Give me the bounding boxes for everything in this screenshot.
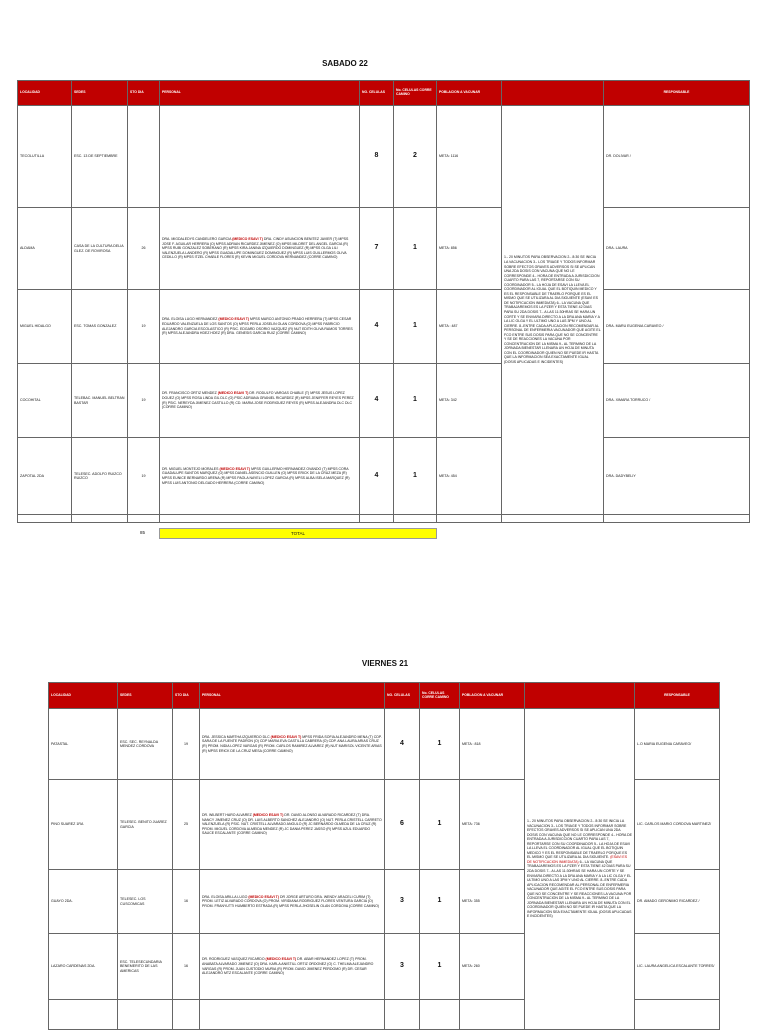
localidad-cell <box>49 1000 118 1030</box>
celulas-cell: 8 <box>360 106 394 208</box>
table-row <box>18 364 750 438</box>
localidad-cell: ZAPOTAL 2DA <box>18 438 72 515</box>
localidad-cell: GUAYO 2DA. <box>49 870 118 934</box>
meta-cell: META: 342 <box>437 364 502 438</box>
personal-cell: DR. WILBERT HARO ALVAREZ (MEDICO ESAVI T) DR. DAVID ALONSO ALVARADO RICARDEZ (T) DRA. NANCY JIMENEZ CRUZ (O) DR. LUIS ALBERTO SANCHEZ ALEJANDRO (O) NUT. PERLA CRISTELL CARRETO VALENZUELA (R) PSIC. NUT. CRISTELL ALVARADO ANGULO (R) JC BERNARDO OLMEDA DE LA CRUZ (R) PROM. MIGUEL CORDOVA ALMEIDA MENDEZ (R) JC DANIA PEREZ JASSO (R) MPSS AZUL EDUARDO SAUCE ESCALANTE (CORRE CAMINO) <box>200 780 385 870</box>
responsable-cell: L.O MARIA EUGENIA CARAVEO/ <box>635 709 720 780</box>
sede-cell <box>118 1000 173 1030</box>
localidad-cell: ALDAMA <box>18 208 72 290</box>
instructions-text-2: 6.- LA VACUNA QUE TRABAJAREMOS ES LA PZER Y ESTA TIENE 42 DIAS PARA SU 2DA DOSIS 7.- A LAS 11:30HRAS SE HARA UN CORTE Y SE ENVIARA DIRECTO A LA DRA ANA MARIA Y A LA LIC OLGA Y EL ULTIMO UNO A LAS 3PM Y UNO AL CIERRE. 8.-ENTRE CADA APLICACION RECOMENDAR AL PERSONAL DE ENFERMERIA VACUNADOR QUE AGITE EL FCO ENTRE SUS DOSIS PARA QUE NO SE CONCENTRE Y SE REACCIONES LA VACUNA POR CONCENTRACION DE LA MISMA 9.- AL TERMINO DE LA JORNADA BIENESTAR LLENARA UN HOJA DE MINUTA CON EL COORDINADOR QUIEN NO SE PUEDE IR HASTA QUE LA INFORMACION SEA EXACTAMENTE IGUAL (DOSIS APLICADAS E INCIDENTES) <box>527 859 632 919</box>
localidad-cell: LAZARO CARDENAS 2DA. <box>49 934 118 1000</box>
meta-cell: META: 1116 <box>437 106 502 208</box>
corre-cell: 1 <box>420 780 460 870</box>
sat-title: SABADO 22 <box>322 59 368 68</box>
instructions-cell <box>525 709 635 1030</box>
responsable-cell: DR. AMADO GERONIMO RICARDEZ / <box>635 870 720 934</box>
dia-cell <box>173 1000 200 1030</box>
corre-cell: 2 <box>394 106 437 208</box>
dia-cell: 19 <box>128 364 160 438</box>
medico-esavi-tag: (MEDICO ESAVI T) <box>248 894 279 899</box>
responsable-cell: DRA. LAURA <box>604 208 750 290</box>
localidad-cell: COCOHITAL <box>18 364 72 438</box>
meta-cell: META: 856 <box>437 208 502 290</box>
meta-cell: META: 355 <box>460 870 525 934</box>
corre-cell: 1 <box>394 290 437 364</box>
col-personal: PERSONAL <box>200 683 385 709</box>
col-localidad: LOCALIDAD <box>18 81 72 106</box>
col-sto-dia: STO DIA <box>173 683 200 709</box>
dia-cell: 19 <box>128 290 160 364</box>
meta-cell: META: 454 <box>437 438 502 515</box>
sede-cell: ESC. TOMAS GONZALEZ <box>72 290 128 364</box>
responsable-cell: LIC. LAURA ANGELICA ESCALANTE TORRES/ <box>635 934 720 1000</box>
spacer-row <box>18 515 750 523</box>
responsable-cell <box>635 1000 720 1030</box>
corre-cell <box>420 1000 460 1030</box>
personal-cell <box>200 1000 385 1030</box>
col-celulas: NO. CELULAS <box>385 683 420 709</box>
medico-esavi-tag: (MEDICO ESAVI T) <box>270 734 302 739</box>
col-celulas: NO. CELULAS <box>360 81 394 106</box>
medico-esavi-tag: (MEDICO ESAVI T) <box>219 466 251 471</box>
sede-cell: TELEBAC. MANUEL BELTRAN BASTAR <box>72 364 128 438</box>
medico-esavi-tag: (MEDICO ESAVI T) <box>218 317 250 322</box>
corre-cell: 1 <box>420 709 460 780</box>
celulas-cell <box>385 1000 420 1030</box>
corre-cell: 1 <box>394 364 437 438</box>
celulas-cell: 6 <box>385 780 420 870</box>
sede-cell: CASA DE LA CULTURA DELIA GLEZ. DE ROVIROSA <box>72 208 128 290</box>
dia-cell: 26 <box>128 208 160 290</box>
fri-header-row <box>49 683 720 709</box>
sede-cell: TELESEC. BENITO JUAREZ GARCIA <box>118 780 173 870</box>
meta-cell: META: 260 <box>460 934 525 1000</box>
personal-cell: DRA. ELOISA LUGO HERNANDEZ (MEDICO ESAVI T) MPSS MARCO ANTONIO PRADO HERRERA (T) MPSS CESAR EDUARDO VALENZUELA DE LOS SANTOS (O) MPSS PERLA JOSELIN OLAN CORDOVA (O) MPSS FABRICIO ALEJANDRO GARCIA ESCOLASTICO (R) PSIC. EDGARD OSORIO VAZQUEZ (R) NUT EDITH OLIVA RAMOS TORRES (R) MPSS ALEJANDRA HDEZ HDEZ (R) DRA. GENESIS GARCIA RUIZ (CORRE CAMINO) <box>160 290 360 364</box>
sede-cell: ESC. 13 DE SEPTIEMBRE <box>72 106 128 208</box>
celulas-cell: 4 <box>360 438 394 515</box>
fri-table <box>48 682 720 1030</box>
corre-cell: 1 <box>420 934 460 1000</box>
celulas-cell: 3 <box>385 870 420 934</box>
instructions-text: 1.- 20 MINUTOS PARA OBSERVACION 2.- 8:30 SE INICIA LA VACUNACION 3.- LOS TRIAGE Y TODOS INFORMAR SOBRE EFECTOS GRAVES ADVERSOS SI SE APLICAN UNA 2DA DOSIS CON VACUNA QUE NO LE CORRESPONDE 4.- HORA DE ENTRADA A JURISDICCION CUARTO PARA LAS 7, REPORTARSE CON SU COORDINADOR 5.- LA HOJA DE ESAVI LA LLEVA EL COORDINADOR AL IGUAL QUE EL BOTIQUIN MEDICO Y ES EL RESPONSABLE DE TRAERLO PORQUE ES EL MISMO QUE SE UTILIZARA AL DIA SIGUIENTE. <box>527 818 632 860</box>
dia-cell: 16 <box>173 870 200 934</box>
sat-header-row <box>18 81 750 106</box>
dia-cell: 25 <box>173 780 200 870</box>
personal-cell: DR. RODRIGUEZ VASQUEZ RICARDO (MEDICO ESAVI T) DR. ABAR HERNANDEZ LOPEZ (T) PROM. ANABATA ALVARADO JIMENEZ (O) DRA. KARLA ANISTILL ORTIZ ORDONEZ (O) C. THELMA ALEJANDRO VARGAS (R) PROM. JUAN CUSTODIO MURIA (R) PROM. DAVID JIMENEZ PERDOMO (R) DR. CESAR ALEJANDRO MTZ ESCALANTE (CORRE CAMINO) <box>200 934 385 1000</box>
table-row <box>49 709 720 780</box>
medico-esavi-tag: (MEDICO ESAVI T) <box>252 813 284 818</box>
sede-cell: ESC. SEC. REYNALDA MENDEZ CORDOVA <box>118 709 173 780</box>
dia-cell: 19 <box>128 438 160 515</box>
personal-cell: DRA. JESSICA MARTHA IZQUIERDO DLC (MEDICO ESAVI T) MPSS FRIDA SOFIA ALEJANDRO MENA (T) CDP. SARA DE LA FUENTE PADRON (O) CDP MARIA EVA CASTILLA CABRERA (O) CDP. ANA LAURA ARIAS CRUZ (R) PROM. NIDIA LOPEZ VARGAS (R) PROM. CARLOS RAMIREZ ALVAREZ (R) NUT MARISOL VICENTE ARIAS (R) MPSS ERICK DE LA CRUZ MESA (CORRE CAMINO) <box>200 709 385 780</box>
col-notes <box>502 81 604 106</box>
responsable-cell: DR. DOLIVAR / <box>604 106 750 208</box>
sede-cell: TELESEC. LOS CUSCOMICAS <box>118 870 173 934</box>
dia-cell <box>128 106 160 208</box>
meta-cell: META : 487 <box>437 290 502 364</box>
sede-cell: ESC. TELESECUNDARIA BENEMERITO DE LAS AMERICAS <box>118 934 173 1000</box>
celulas-cell: 3 <box>385 934 420 1000</box>
table-row <box>18 208 750 290</box>
celulas-cell: 4 <box>360 290 394 364</box>
col-responsable: RESPONSABLE <box>635 683 720 709</box>
corre-cell: 1 <box>420 870 460 934</box>
sede-cell: TELESEC. ADOLFO RUIZCO RUIZCO <box>72 438 128 515</box>
personal-cell: DRA. MIGDALEDYS CANDELERO GARCIA (MEDICO ESAVI T) DRA. CINDY ASUNCION BENITEZ JAVIER (T) MPSS JOSE F. AGUILAR HERRERA (O) MPSS ADRIAN RICARDEZ JIMENEZ (O) MPSS MILDRET DEL ANGEL GARCIA (R) MPSS RUBI GONZALEZ SOBERANO (R) MPSS KIRA JANINA IZQUIERDO DOMINGUEZ (R) MPSS OLGA LILI VALENZUELA LANDERO (R) MPSS GUADALUPE DOMINGUEZ DOMINGUEZ (R) MPSS LUIS GUILLERMOS OLIVA CEDILLO (R) MPSS ITZEL CHABLE FLORES (R) KEVIN MIGUEL CORDOVA HERNANDEZ (CORRE CAMINO) <box>160 208 360 290</box>
col-personal: PERSONAL <box>160 81 360 106</box>
personal-cell: DR. FRANCISCO ORTIZ MENDEZ (MEDICO ESAVI T) DR. RODULFO VARGAS CHABLE (T) MPSS JESUS LOPEZ DGUEZ (O) MPSS ROSA LINDA GIL DLC (O) PSIC ADRIANA GRANIEL RICARDEZ (R) MPSS JENIFFER REYES PEREZ (R) PSIC. NEREYDA JIMENEZ CASTILLO (R) CD. MARIA JOSE RODRIGUEZ REYES (R) MPSS ALEJANDRA DLC DLC (CORRE CAMINO) <box>160 364 360 438</box>
responsable-cell: DRA. XIMARA TORRUCO / <box>604 364 750 438</box>
personal-cell <box>160 106 360 208</box>
localidad-cell: PATASTAL <box>49 709 118 780</box>
col-poblacion: POBLACION A VACUNAR <box>437 81 502 106</box>
corre-cell: 1 <box>394 208 437 290</box>
col-sedes: SEDES <box>118 683 173 709</box>
responsable-cell: LIC. CARLOS MARIO CORDOVA MARTINEZ/ <box>635 780 720 870</box>
dia-cell: 19 <box>173 709 200 780</box>
table-row <box>18 106 750 208</box>
dia-cell: 16 <box>173 934 200 1000</box>
col-sto-dia: STO DIA <box>128 81 160 106</box>
meta-cell: META : 818 <box>460 709 525 780</box>
instructions-cell: 1.- 20 MINUTOS PARA OBSERVACION 2.- 8:30 SE INICIA LA VACUNACION 3.- LOS TRIAGE Y TODOS INFORMAR SOBRE EFECTOS GRAVES ADVERSOS SI SE APLICAN UNA 2DA DOSIS CON VACUNA QUE NO LE CORRESPONDE 4.- HORA DE ENTRADA A JURISDICCION CUARTO PARA LAS 7, REPORTARSE CON SU COORDINADOR 5.- LA HOJA DE ESAVI LA LLEVA EL COORDINADOR AL IGUAL QUE EL BOTIQUIN MEDICO Y ES EL RESPONSABLE DE TRAERLO PORQUE ES EL MISMO QUE SE UTILIZARA AL DIA SIGUIENTE (ESAVI ES DE NOTIFICACION INMEDIATA) 6.- LA VACUNA QUE TRABAJAREMOS ES LA PZER Y ESTA TIENE 42 DIAS PARA SU 2DA DOSIS 7.- A LAS 11:30HRAS SE HARA UN CORTE Y SE ENVIARA DIRECTO A LA DRA ANA MARIA Y A LA LIC OLGA Y EL ULTIMO UNO A LAS 3PM Y UNO AL CIERRE. 8.-ENTRE CADA APLICACION RECOMENDAR AL PERSONAL DE ENFERMERIA VACUNADOR QUE AGITE EL FCO ENTRE SUS DOSIS PARA QUE NO SE CONCENTRE Y SE DE REACCIONES LA VACUNA POR CONCENTRACION DE LA MISMA 9.- AL TERMINO DE LA JORNADA BIENESTAR LLENARA UN HOJA DE MINUTA CON EL COORDINADOR QUIEN NO SE PUEDE IR HASTA QUE LA INFORMACION SEA EXACTAMENTE IGUAL (DOSIS APLICADAS E INCIDENTES) <box>502 106 604 515</box>
localidad-cell: PINO SUAREZ 1RA <box>49 780 118 870</box>
col-localidad: LOCALIDAD <box>49 683 118 709</box>
col-corre-camino: No. CELULAS CORRE CAMINO <box>420 683 460 709</box>
col-notes <box>525 683 635 709</box>
celulas-cell: 4 <box>385 709 420 780</box>
table-row <box>18 438 750 515</box>
col-sedes: SEDES <box>72 81 128 106</box>
personal-cell: DR. MIGUEL MONTEJO MORALES (MEDICO ESAVI T) MPSS GUILLERMO HERNANDEZ OVANDO (T) MPSS CORA GUADALUPE SANTOS MARQUEZ (O) MPSS DANIEL ASENCIO GUILLEN (O) MPSS ERICK DE LA CRUZ MEZA (R) MPSS EUNICE BERNARDO ARENA (R) MPSS PAOLA NAYELI LOPEZ GARCIA (R) MPSS ALBA ISELA MARQUEZ (R) MPSS LUIS ANTONIO DELGADO HERRERA (CORRE CAMINO) <box>160 438 360 515</box>
col-corre-camino: No. CELULAS CORRE CAMINO <box>394 81 437 106</box>
celulas-cell: 7 <box>360 208 394 290</box>
medico-esavi-tag: (MEDICO ESAVI T) <box>217 391 249 396</box>
corre-cell: 1 <box>394 438 437 515</box>
table-row <box>18 290 750 364</box>
localidad-cell: TECOLUTILLA <box>18 106 72 208</box>
sat-table <box>17 80 750 523</box>
responsable-cell: DRA. MARU EUGENIA CARAVEO / <box>604 290 750 364</box>
celulas-cell: 4 <box>360 364 394 438</box>
col-responsable: RESPONSABLE <box>604 81 750 106</box>
medico-esavi-tag: (MEDICO ESAVI T) <box>232 237 263 242</box>
personal-cell: DRA. ELOISA ARILLA LUGO (MEDICO ESAVI T) DR JORGE ARTURO DRA. WENDY ARACELI CURIM (T) PROM. LETIZ ALVARADO CORDOVA (O) PROM. VIRIDIANA RODRIGUEZ FLORES VENTURA GARCIA (O) PROM. FRANYUTTI HUMBERTO ESTRADA (R) MPSS PERLA JHOSELIN OLAN CORDOVA (CORRE CAMINO) <box>200 870 385 934</box>
fri-title: VIERNES 21 <box>361 659 409 668</box>
total-count: 85 <box>140 530 146 535</box>
instructions-highlight: (ESAVI ES DE NOTIFICACION INMEDIATA) <box>527 855 628 864</box>
col-poblacion: POBLACION A VACUNAR <box>460 683 525 709</box>
meta-cell <box>460 1000 525 1030</box>
medico-esavi-tag: (MEDICO ESAVI T) <box>265 957 297 962</box>
total-bar: TOTAL <box>159 528 437 539</box>
localidad-cell: MIGUEL HIDALGO <box>18 290 72 364</box>
responsable-cell: DRA. DADYBELIY <box>604 438 750 515</box>
meta-cell: META: 736 <box>460 780 525 870</box>
